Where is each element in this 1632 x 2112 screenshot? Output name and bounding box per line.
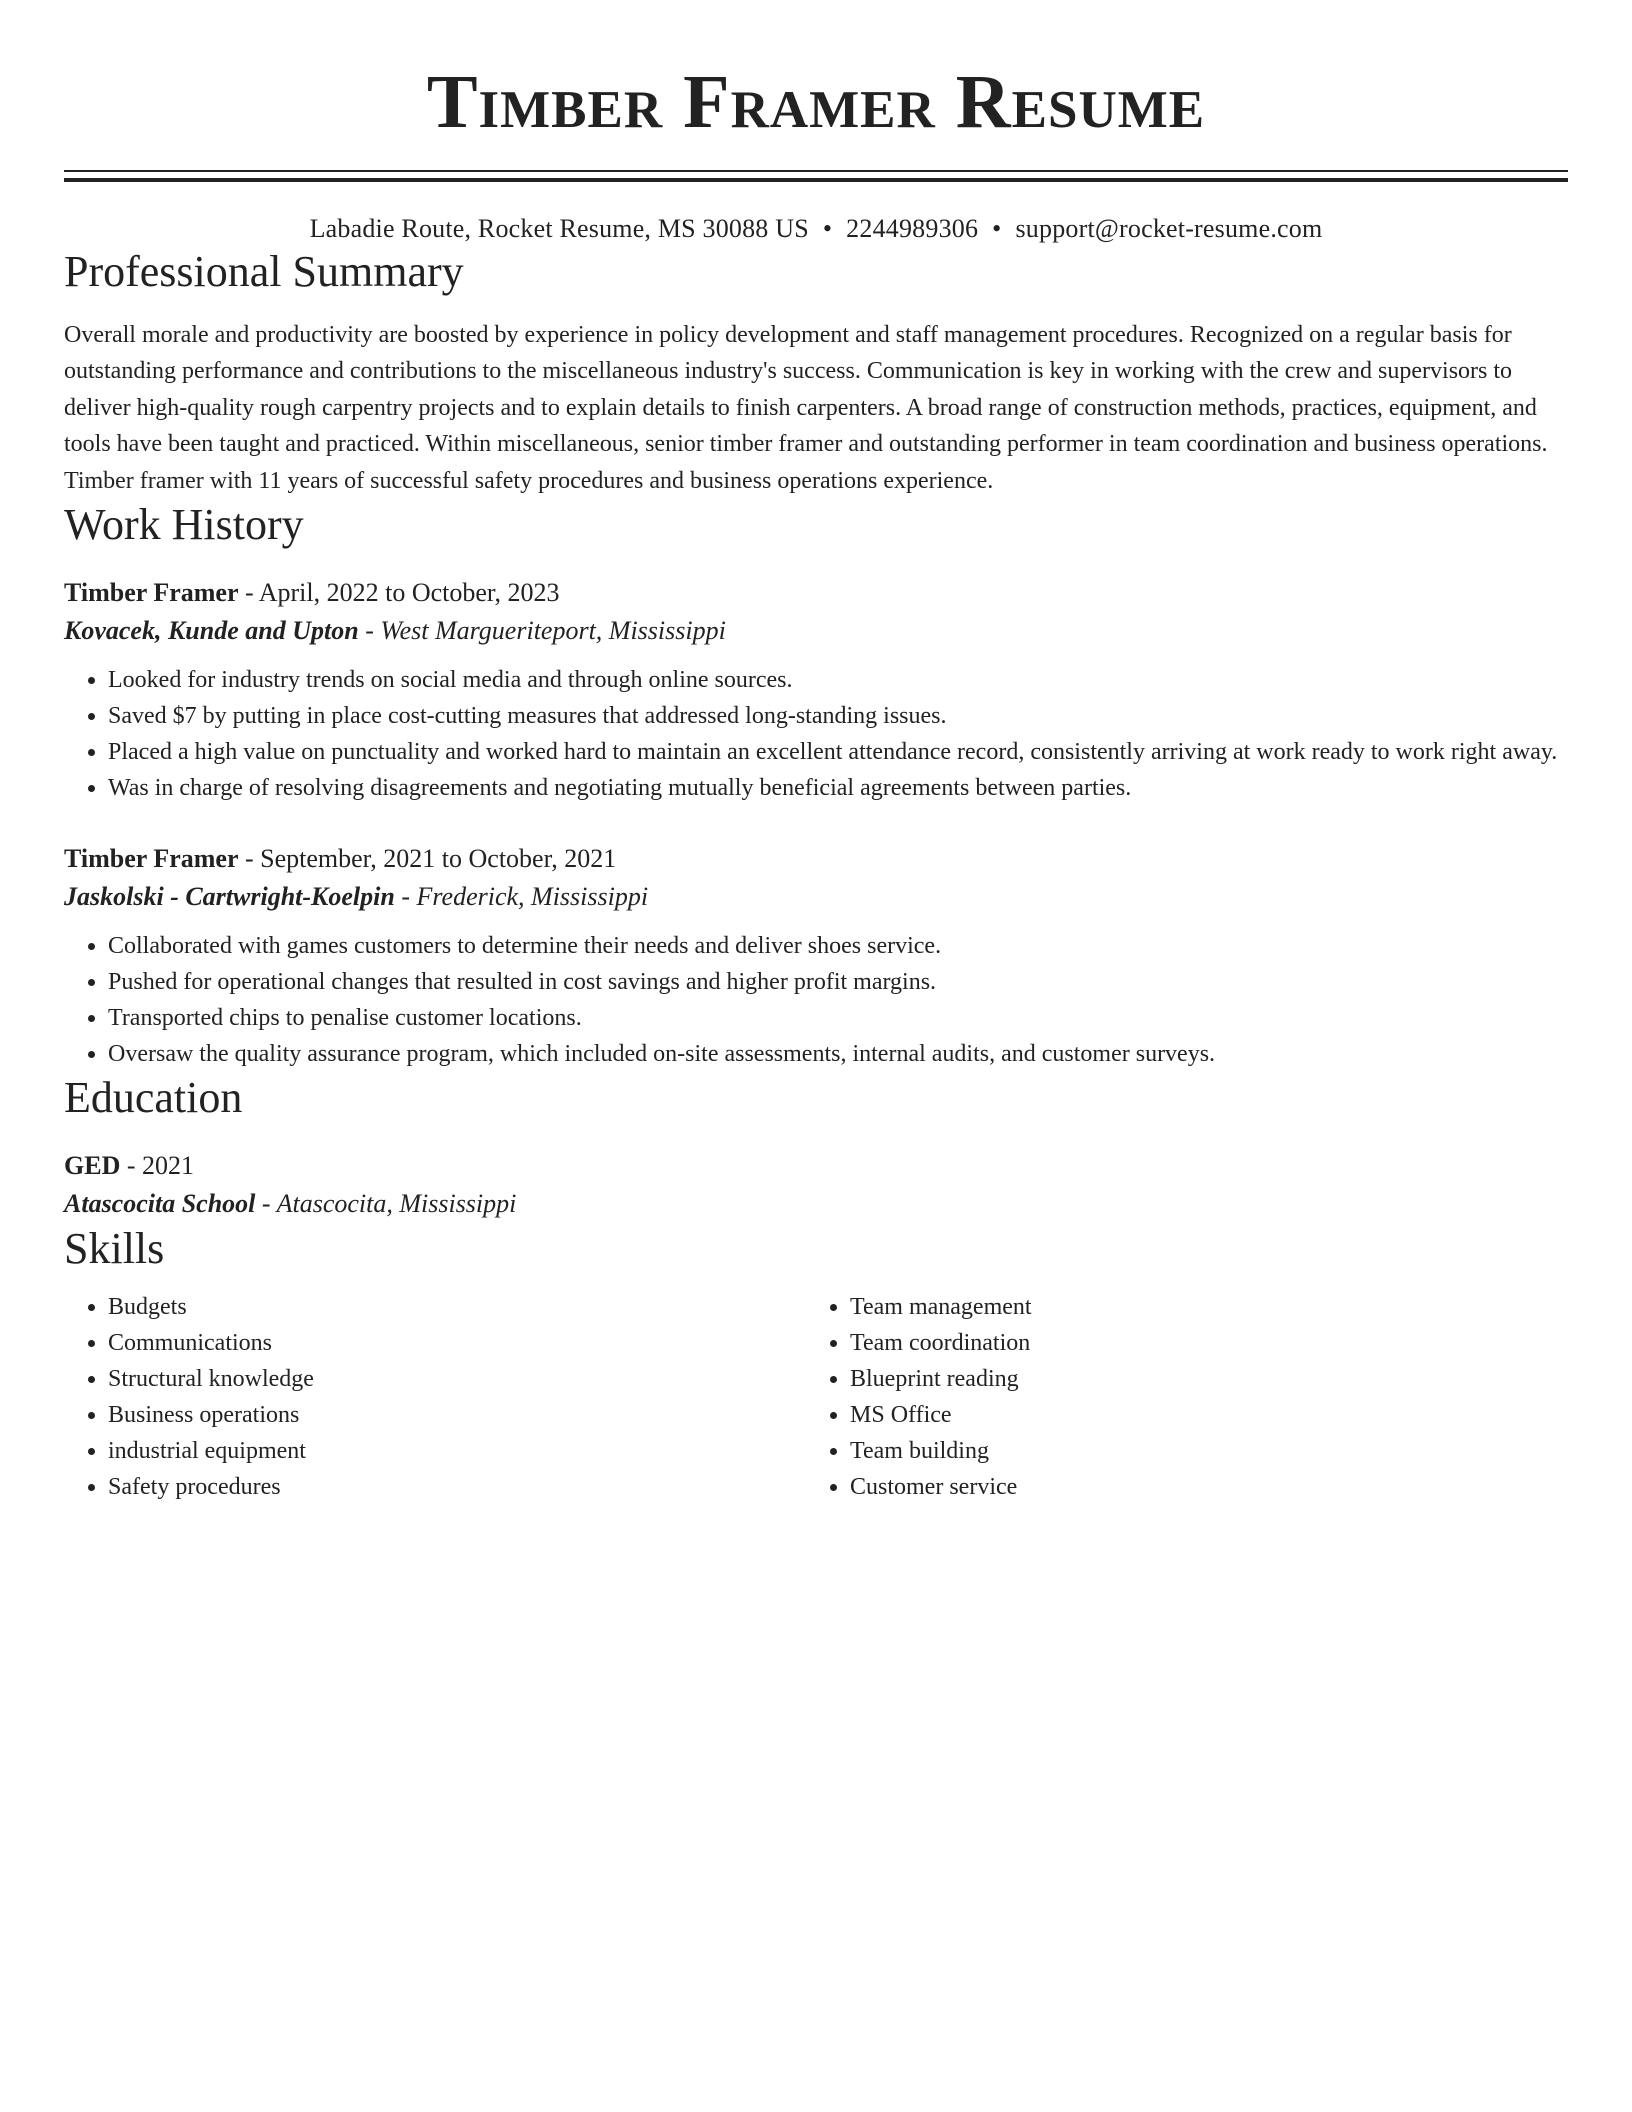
job-company-line — [64, 612, 1568, 650]
resume-title: Timber Framer Resume — [426, 60, 1206, 144]
job-title-line — [64, 574, 1568, 612]
job-dates: - September, 2021 to October, 2021 — [238, 843, 617, 873]
education-heading: Education — [64, 1072, 243, 1122]
job-bullet: • Oversaw the quality assurance program, which included on-site assessments, internal audits, and customer surveys. — [108, 1036, 1568, 1072]
skills-column-left — [64, 1289, 806, 1505]
job-title-line — [64, 840, 1568, 878]
job-bullet: • Looked for industry trends on social media and through online sources. — [108, 662, 1568, 698]
skill-item: • Customer service — [850, 1469, 1548, 1505]
education-degree: GED — [64, 1150, 121, 1180]
job-company: Jaskolski - Cartwright-Koelpin — [64, 881, 395, 911]
contact-separator: • — [992, 214, 1002, 243]
job-entry — [64, 840, 1568, 1072]
job-title: Timber Framer — [64, 843, 239, 873]
skill-item: • Business operations — [108, 1397, 806, 1433]
job-bullet: • Saved $7 by putting in place cost-cutting measures that addressed long-standing issues. — [108, 698, 1568, 734]
education-school-line — [64, 1185, 1568, 1223]
education-location: - Atascocita, Mississippi — [255, 1188, 517, 1218]
skill-item: • Communications — [108, 1325, 806, 1361]
job-entry — [64, 574, 1568, 806]
education-year: - 2021 — [120, 1150, 195, 1180]
job-bullet: • Placed a high value on punctuality and worked hard to maintain an excellent attendance record, consistently arriving at work ready to work right away. — [108, 734, 1568, 770]
contact-email: support@rocket-resume.com — [1015, 214, 1323, 243]
education-degree-line — [64, 1147, 1568, 1185]
skill-item: • MS Office — [850, 1397, 1548, 1433]
skill-item: • Blueprint reading — [850, 1361, 1548, 1397]
skill-item: • Team building — [850, 1433, 1548, 1469]
job-company-line — [64, 878, 1568, 916]
skills-heading: Skills — [64, 1223, 165, 1273]
skill-item: • Structural knowledge — [108, 1361, 806, 1397]
skill-item: • Budgets — [108, 1289, 806, 1325]
job-title: Timber Framer — [64, 577, 239, 607]
job-location: - West Margueriteport, Mississippi — [358, 615, 726, 645]
contact-separator: • — [822, 214, 833, 243]
education-school: Atascocita School — [64, 1188, 256, 1218]
job-dates: - April, 2022 to October, 2023 — [238, 577, 560, 607]
skill-item: • Safety procedures — [108, 1469, 806, 1505]
contact-address: Labadie Route, Rocket Resume, MS 30088 US — [309, 214, 809, 243]
contact-line — [64, 212, 1568, 246]
skills-list — [64, 1289, 1568, 1505]
job-bullets — [64, 662, 1568, 806]
skill-item: • Team management — [850, 1289, 1548, 1325]
job-bullet: • Transported chips to penalise customer locations. — [108, 1000, 1568, 1036]
job-company: Kovacek, Kunde and Upton — [64, 615, 359, 645]
skill-item: • industrial equipment — [108, 1433, 806, 1469]
skill-item: • Team coordination — [850, 1325, 1548, 1361]
skills-column-right — [806, 1289, 1548, 1505]
education-entry — [64, 1147, 1568, 1223]
work-history-heading: Work History — [64, 500, 304, 550]
job-bullet: • Was in charge of resolving disagreements and negotiating mutually beneficial agreements between parties. — [108, 770, 1568, 806]
job-bullets — [64, 928, 1568, 1072]
contact-phone: 2244989306 — [846, 214, 979, 243]
summary-text: Overall morale and productivity are boosted by experience in policy development and staff management procedures. Recognized on a regular basis for outstanding performance and contributions to the miscellaneous industry's success. Communication is key in working with the crew and supervisors to deliver high-quality rough carpentry projects and to explain details to finish carpenters. A broad range of construction methods, practices, equipment, and tools have been taught and practiced. Within miscellaneous, senior timber framer and outstanding performer in team coordination and business operations. Timber framer with 11 years of successful safety procedures and business operations experience. — [64, 321, 1548, 494]
job-bullet: • Pushed for operational changes that resulted in cost savings and higher profit margins. — [108, 964, 1568, 1000]
job-bullet: • Collaborated with games customers to determine their needs and deliver shoes service. — [108, 928, 1568, 964]
job-location: - Frederick, Mississippi — [394, 881, 649, 911]
summary-heading: Professional Summary — [64, 246, 464, 296]
title-divider — [64, 170, 1568, 182]
